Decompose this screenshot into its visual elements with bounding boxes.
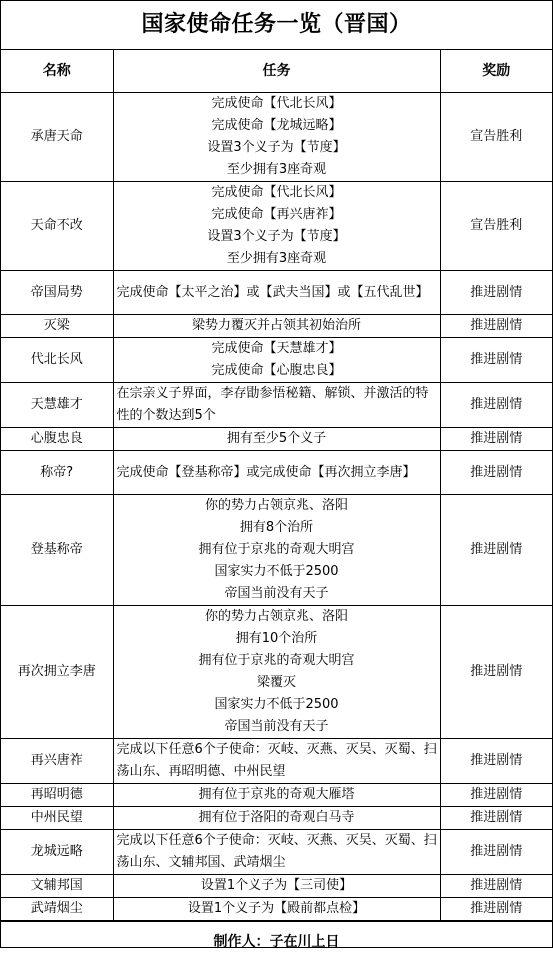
mission-task: 完成使命【代北长风】 xyxy=(211,96,342,111)
mission-task: 梁势力覆灭并占领其初始治所 xyxy=(191,318,361,333)
mission-name: 文辅邦国 xyxy=(1,875,113,898)
mission-task-list xyxy=(116,875,438,897)
table-header-row xyxy=(1,50,552,93)
mission-task-list xyxy=(117,383,438,427)
mission-name: 天慧雄才 xyxy=(1,383,113,428)
mission-reward: 推进剧情 xyxy=(440,451,552,495)
table-row xyxy=(1,383,552,428)
author-credit: 制作人：子在川上日 xyxy=(1,921,552,962)
table-row xyxy=(1,93,552,182)
mission-task: 拥有至少5个义子 xyxy=(226,431,327,446)
mission-task: 拥有位于京兆的奇观大明宫 xyxy=(198,653,355,668)
mission-task-cell xyxy=(113,315,440,338)
mission-reward: 推进剧情 xyxy=(440,898,552,921)
mission-task-list xyxy=(116,93,438,181)
mission-task: 完成使命【再兴唐祚】 xyxy=(211,207,342,222)
mission-task: 完成使命【天慧雄才】 xyxy=(211,341,342,356)
header-name: 名称 xyxy=(1,50,113,93)
mission-reward: 推进剧情 xyxy=(440,807,552,830)
mission-reward: 推进剧情 xyxy=(440,606,552,739)
mission-task-list xyxy=(116,898,438,920)
mission-task-list xyxy=(117,739,438,783)
mission-task-cell xyxy=(113,807,440,830)
mission-reward: 宣告胜利 xyxy=(440,93,552,182)
mission-reward: 推进剧情 xyxy=(440,271,552,315)
mission-task: 你的势力占领京兆、洛阳 xyxy=(204,609,348,624)
mission-task: 完成以下任意6个子使命：灭岐、灭燕、灭吴、灭蜀、扫荡山东、文辅邦国、武靖烟尘 xyxy=(116,833,437,870)
mission-task-cell xyxy=(113,739,440,784)
mission-name: 登基称帝 xyxy=(1,495,113,606)
mission-task-cell xyxy=(113,875,440,898)
mission-task: 设置3个义子为【节度】 xyxy=(207,140,346,155)
mission-task: 设置1个义子为【三司使】 xyxy=(200,878,353,893)
mission-task: 拥有位于京兆的奇观大雁塔 xyxy=(198,787,355,802)
mission-name: 中州民望 xyxy=(1,807,113,830)
mission-reward: 推进剧情 xyxy=(440,338,552,383)
mission-name: 武靖烟尘 xyxy=(1,898,113,921)
mission-name: 帝国局势 xyxy=(1,271,113,315)
mission-task: 完成使命【太平之治】或【武夫当国】或【五代乱世】 xyxy=(116,284,429,300)
mission-task-cell xyxy=(113,451,440,495)
mission-name: 承唐天命 xyxy=(1,93,113,182)
mission-task: 完成使命【代北长风】 xyxy=(211,185,342,200)
mission-task: 梁覆灭 xyxy=(256,675,296,690)
mission-task-list xyxy=(116,495,438,605)
mission-task-list xyxy=(116,428,438,450)
table-row xyxy=(1,807,552,830)
table-row xyxy=(1,338,552,383)
mission-task-cell xyxy=(113,93,440,182)
mission-task: 完成使命【龙城远略】 xyxy=(211,118,342,133)
mission-name: 代北长风 xyxy=(1,338,113,383)
mission-task-cell xyxy=(113,338,440,383)
mission-task: 完成使命【心腹忠良】 xyxy=(211,363,342,378)
mission-task: 国家实力不低于2500 xyxy=(214,697,339,712)
mission-task-list xyxy=(116,784,438,806)
table-row xyxy=(1,495,552,606)
mission-table xyxy=(1,50,552,921)
mission-task-list xyxy=(117,830,438,874)
mission-task: 拥有位于京兆的奇观大明宫 xyxy=(198,542,355,557)
page-title: 国家使命任务一览（晋国） xyxy=(1,1,552,50)
table-row xyxy=(1,898,552,921)
header-reward: 奖励 xyxy=(440,50,552,93)
mission-reward: 推进剧情 xyxy=(440,495,552,606)
mission-task: 至少拥有3座奇观 xyxy=(226,162,327,177)
table-row xyxy=(1,739,552,784)
mission-reward: 推进剧情 xyxy=(440,428,552,451)
mission-task-cell xyxy=(113,182,440,271)
table-row xyxy=(1,428,552,451)
mission-name: 称帝? xyxy=(1,451,113,495)
mission-task: 拥有10个治所 xyxy=(235,631,318,646)
mission-reward: 宣告胜利 xyxy=(440,182,552,271)
mission-task-list xyxy=(116,182,438,270)
mission-task: 至少拥有3座奇观 xyxy=(226,251,327,266)
mission-name: 龙城远略 xyxy=(1,830,113,875)
mission-name: 再兴唐祚 xyxy=(1,739,113,784)
table-row xyxy=(1,830,552,875)
mission-task: 设置1个义子为【殿前都点检】 xyxy=(187,901,366,916)
mission-task-cell xyxy=(113,784,440,807)
mission-name: 再昭明德 xyxy=(1,784,113,807)
mission-reward: 推进剧情 xyxy=(440,739,552,784)
mission-task-cell xyxy=(113,428,440,451)
table-body xyxy=(1,93,552,921)
table-row xyxy=(1,271,552,315)
mission-task-cell xyxy=(113,495,440,606)
mission-reward: 推进剧情 xyxy=(440,875,552,898)
table-row xyxy=(1,315,552,338)
mission-reward: 推进剧情 xyxy=(440,784,552,807)
table-row xyxy=(1,875,552,898)
mission-task: 设置3个义子为【节度】 xyxy=(207,229,346,244)
mission-task: 完成使命【登基称帝】或完成使命【再次拥立李唐】 xyxy=(116,464,416,480)
mission-task: 拥有位于洛阳的奇观白马寺 xyxy=(198,810,355,825)
mission-reward: 推进剧情 xyxy=(440,830,552,875)
mission-task-cell xyxy=(113,898,440,921)
mission-task-cell xyxy=(113,830,440,875)
mission-task: 完成以下任意6个子使命：灭岐、灭燕、灭吴、灭蜀、扫荡山东、再昭明德、中州民望 xyxy=(116,742,437,779)
table-row xyxy=(1,182,552,271)
table-row xyxy=(1,784,552,807)
mission-task-cell xyxy=(113,271,440,315)
mission-name: 再次拥立李唐 xyxy=(1,606,113,739)
mission-task: 国家实力不低于2500 xyxy=(214,564,339,579)
table-row xyxy=(1,451,552,495)
table-row xyxy=(1,606,552,739)
mission-task-list xyxy=(116,315,438,337)
mission-name: 天命不改 xyxy=(1,182,113,271)
mission-task: 在宗亲义子界面，李存勖参悟秘籍、解锁、并激活的特性的个数达到5个 xyxy=(116,386,429,423)
mission-task-list xyxy=(117,462,438,484)
mission-name: 心腹忠良 xyxy=(1,428,113,451)
header-task: 任务 xyxy=(113,50,440,93)
mission-task: 帝国当前没有天子 xyxy=(224,586,329,601)
mission-name: 灭梁 xyxy=(1,315,113,338)
mission-task: 帝国当前没有天子 xyxy=(224,719,329,734)
mission-task-list xyxy=(116,338,438,382)
mission-task: 拥有8个治所 xyxy=(239,520,314,535)
mission-reward: 推进剧情 xyxy=(440,383,552,428)
mission-task: 你的势力占领京兆、洛阳 xyxy=(204,498,348,513)
mission-task-list xyxy=(116,807,438,829)
mission-task-list xyxy=(117,282,438,304)
mission-task-list xyxy=(116,606,438,738)
mission-task-cell xyxy=(113,606,440,739)
mission-reward: 推进剧情 xyxy=(440,315,552,338)
mission-task-cell xyxy=(113,383,440,428)
